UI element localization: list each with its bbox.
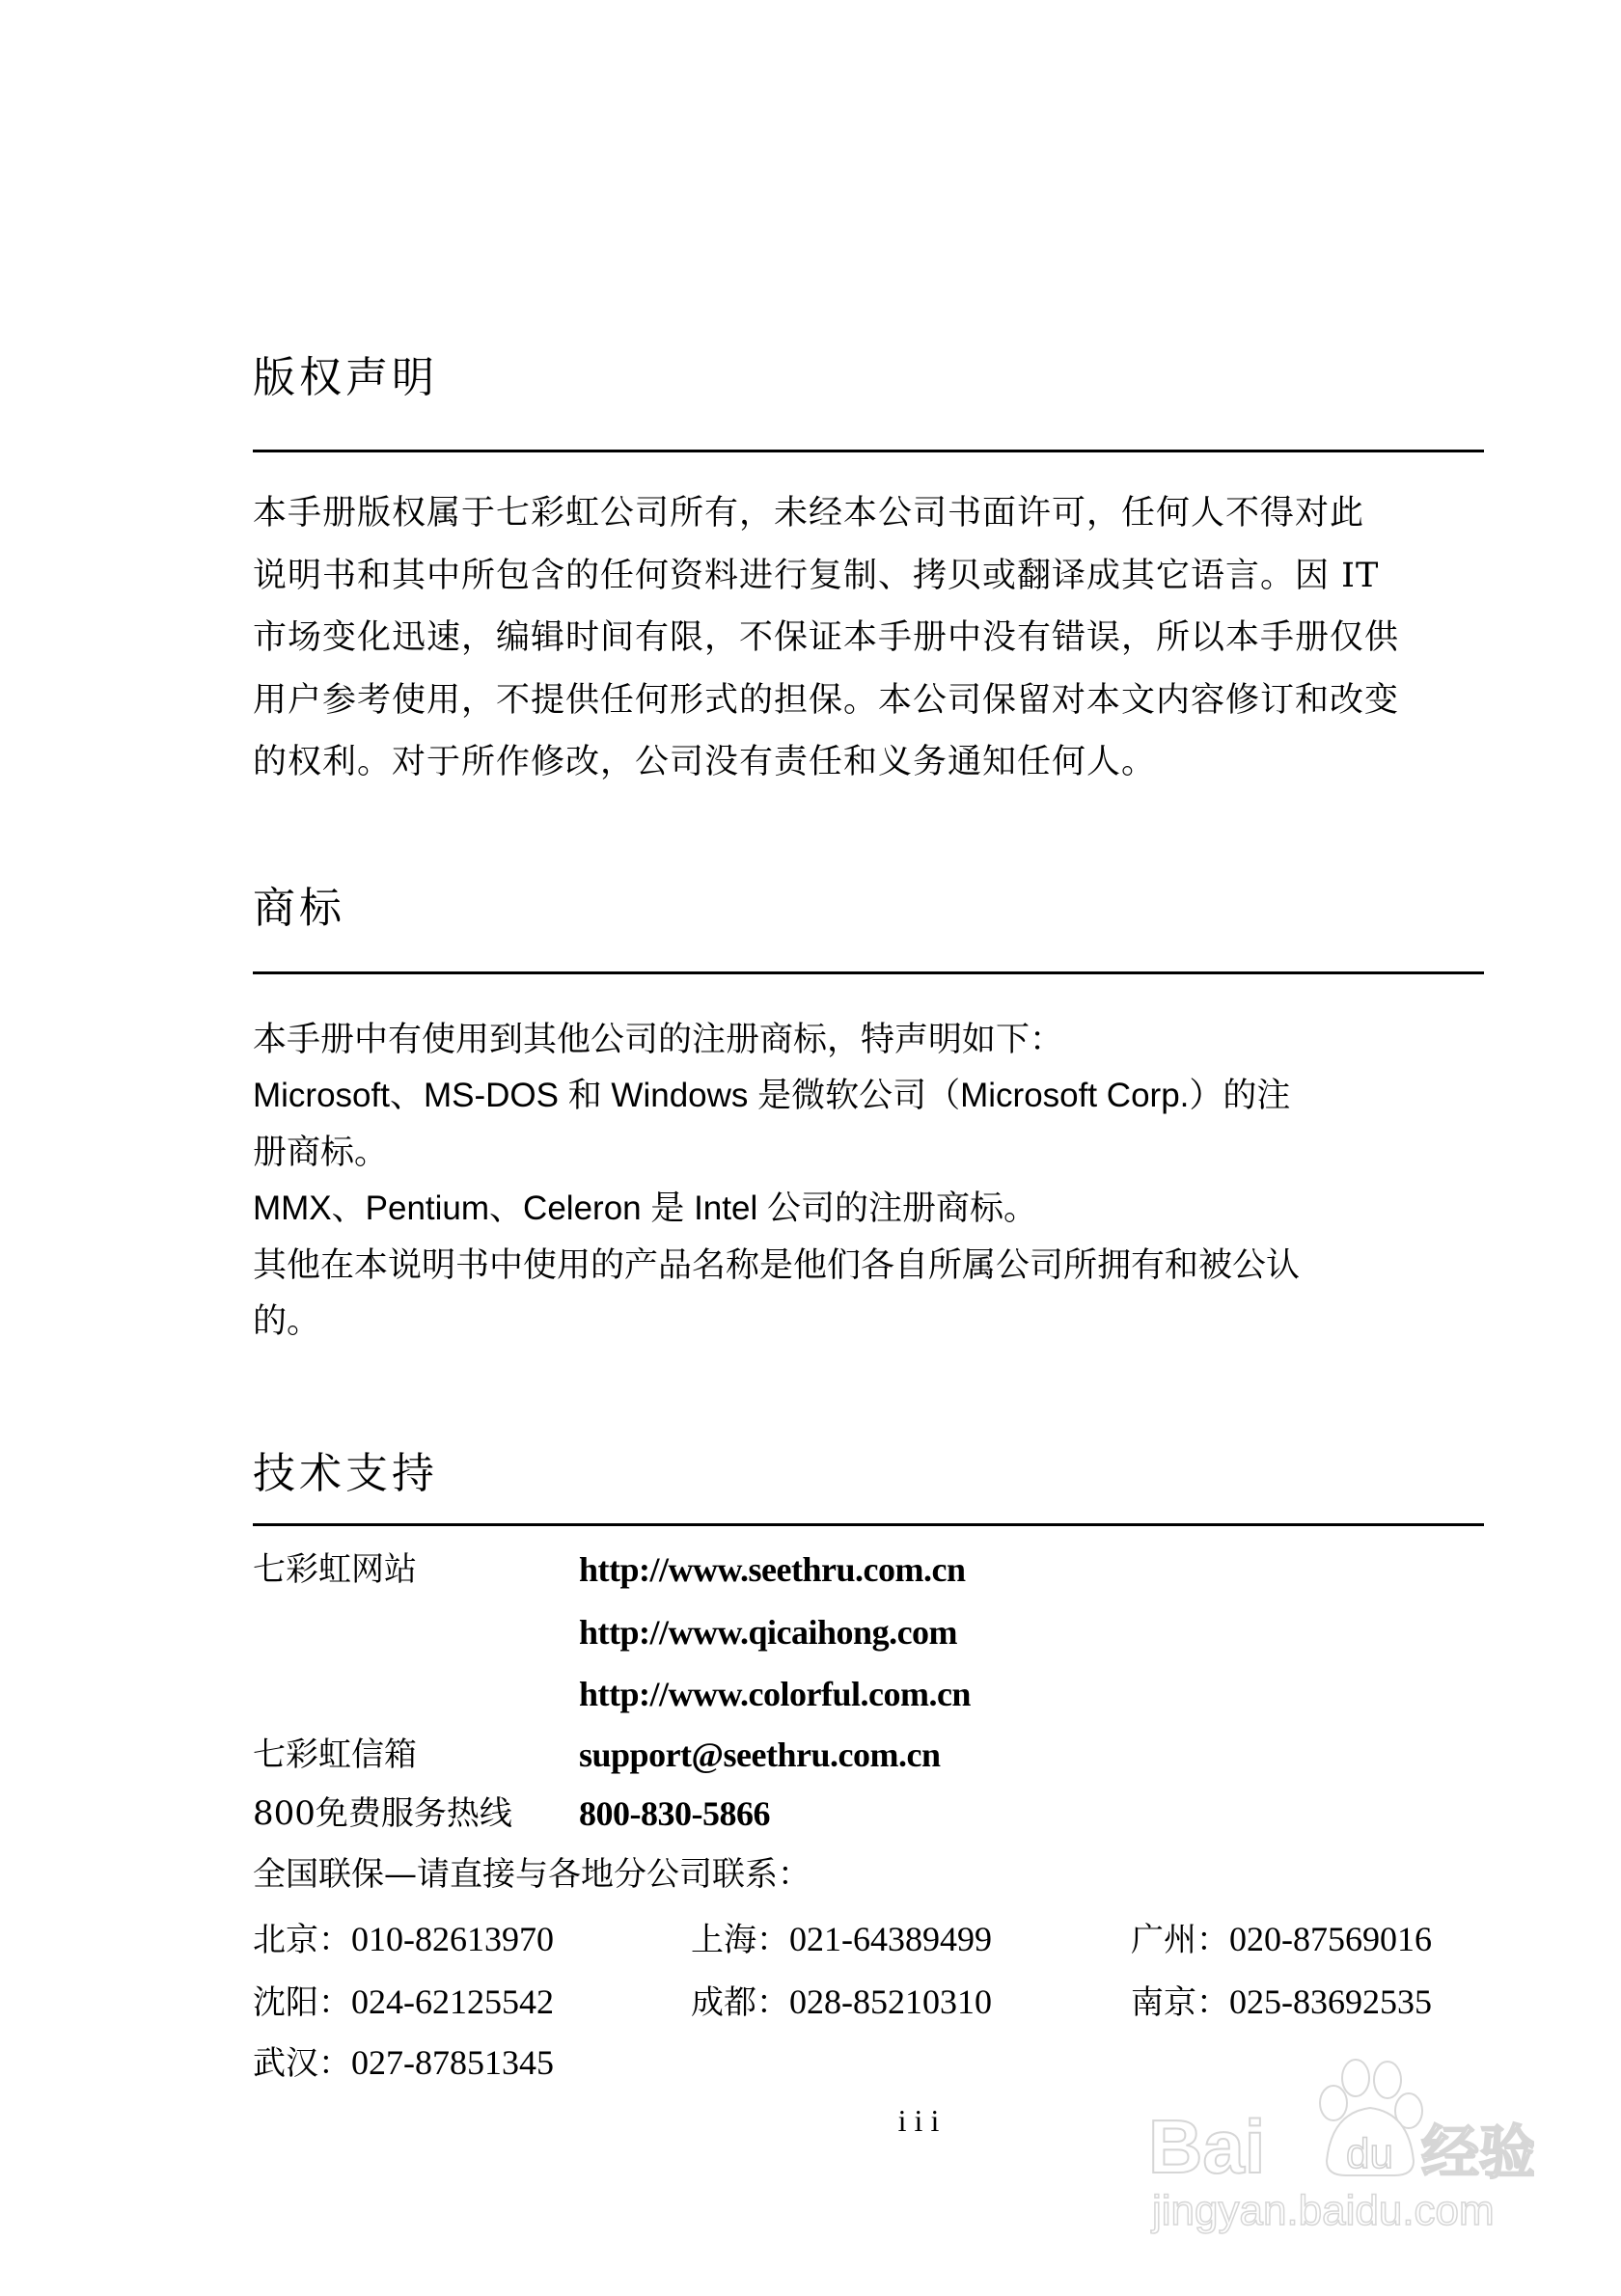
copyright-line: 市场变化迅速，编辑时间有限，不保证本手册中没有错误，所以本手册仅供	[253, 618, 1400, 657]
copyright-paragraph	[253, 482, 1497, 794]
trademarks-line: 册商标。	[253, 1133, 389, 1172]
office-city: 北京：	[253, 1921, 351, 1959]
office-nanjing	[1131, 1971, 1432, 2034]
office-row	[253, 1971, 1497, 2033]
svg-text:jingyan.baidu.com: jingyan.baidu.com	[1152, 2187, 1495, 2234]
office-city: 武汉：	[253, 2044, 351, 2083]
email-link[interactable]: support@seethru.com.cn	[579, 1736, 941, 1774]
hotline-number: 800-830-5866	[579, 1794, 770, 1833]
office-guangzhou	[1131, 1908, 1432, 1971]
copyright-heading: 版权声明	[253, 353, 438, 402]
trademarks-heading: 商标	[253, 884, 345, 933]
office-city: 广州：	[1131, 1921, 1229, 1959]
hotline-label: 800免费服务热线	[253, 1794, 512, 1833]
office-phone: 010-82613970	[351, 1920, 554, 1958]
office-phone: 025-83692535	[1229, 1982, 1432, 2021]
copyright-line: 的权利。对于所作修改，公司没有责任和义务通知任何人。	[253, 743, 1157, 781]
svg-text:du: du	[1346, 2130, 1393, 2177]
baidu-paw-logo-icon	[1148, 2055, 1534, 2238]
office-city: 沈阳：	[253, 1983, 351, 2022]
baidu-jingyan-watermark	[1148, 2055, 1534, 2238]
trademarks-line: 的。	[253, 1301, 321, 1341]
office-city: 南京：	[1131, 1983, 1229, 2022]
support-heading: 技术支持	[253, 1449, 438, 1498]
website-link[interactable]: http://www.colorful.com.cn	[579, 1675, 971, 1713]
office-row	[253, 1908, 1497, 1970]
copyright-line: 用户参考使用，不提供任何形式的担保。本公司保留对本文内容修订和改变	[253, 680, 1400, 720]
office-shanghai	[691, 1908, 992, 1971]
trademarks-paragraph	[253, 1012, 1497, 1350]
support-block	[253, 1539, 1497, 2118]
office-beijing	[253, 1908, 554, 1971]
copyright-line: 说明书和其中所包含的任何资料进行复制、拷贝或翻译成其它语言。因 IT	[253, 556, 1380, 595]
office-city: 成都：	[691, 1983, 789, 2022]
page-number: iii	[897, 2103, 948, 2138]
office-phone: 020-87569016	[1229, 1920, 1432, 1958]
website-link[interactable]: http://www.qicaihong.com	[579, 1613, 958, 1652]
office-city: 上海：	[691, 1921, 789, 1959]
support-divider	[253, 1523, 1484, 1526]
copyright-divider	[253, 450, 1484, 452]
office-phone: 028-85210310	[789, 1982, 992, 2021]
office-phone: 024-62125542	[351, 1982, 554, 2021]
svg-text:Bai: Bai	[1148, 2104, 1266, 2189]
email-label: 七彩虹信箱	[253, 1736, 417, 1774]
website-link[interactable]: http://www.seethru.com.cn	[579, 1550, 966, 1589]
office-wuhan	[253, 2032, 554, 2094]
warranty-note: 全国联保—请直接与各地分公司联系：	[253, 1855, 810, 1894]
copyright-line: 本手册版权属于七彩虹公司所有，未经本公司书面许可，任何人不得对此	[253, 494, 1365, 533]
trademarks-line: 本手册中有使用到其他公司的注册商标，特声明如下：	[253, 1021, 1064, 1059]
office-phone: 021-64389499	[789, 1920, 992, 1958]
office-chengdu	[691, 1971, 992, 2034]
website-label: 七彩虹网站	[253, 1550, 417, 1589]
trademarks-line: Microsoft、MS-DOS 和 Windows 是微软公司（Microsoft Corp.）的注	[253, 1077, 1291, 1115]
svg-text:经验: 经验	[1421, 2119, 1534, 2187]
office-phone: 027-87851345	[351, 2043, 554, 2082]
trademarks-line: 其他在本说明书中使用的产品名称是他们各自所属公司所拥有和被公认	[253, 1245, 1301, 1285]
trademarks-divider	[253, 971, 1484, 974]
office-shenyang	[253, 1971, 554, 2034]
trademarks-line: MMX、Pentium、Celeron 是 Intel 公司的注册商标。	[253, 1189, 1037, 1228]
